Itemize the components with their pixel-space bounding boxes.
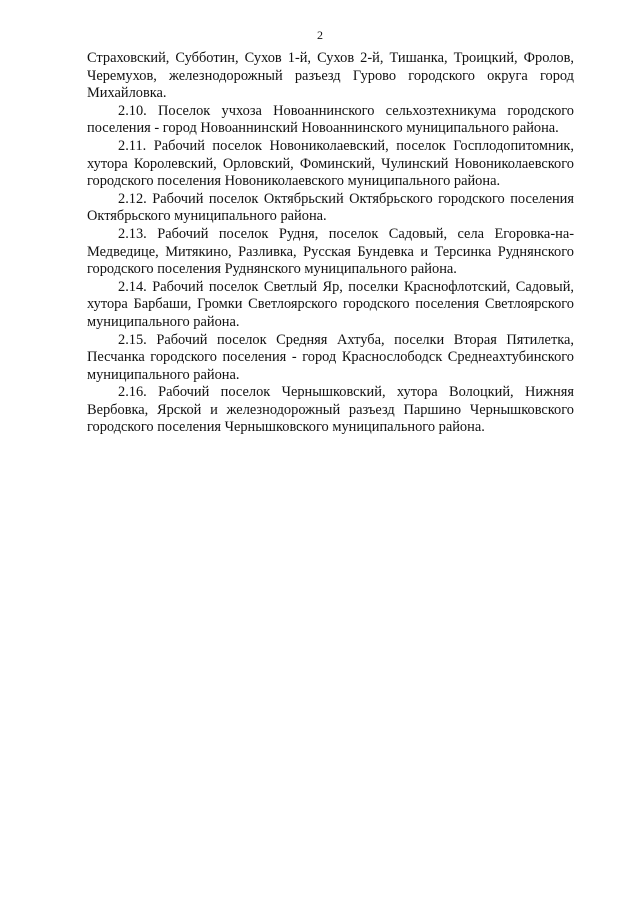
paragraph-2-10: 2.10. Поселок учхоза Новоаннинского сельхозтехникума городского поселения - город Новоаннинский Новоаннинского муниципального района. <box>87 102 574 137</box>
paragraph-2-15: 2.15. Рабочий поселок Средняя Ахтуба, поселки Вторая Пятилетка, Песчанка городского поселения - город Краснослободск Среднеахтубинского муниципального района. <box>87 331 574 383</box>
page-number: 2 <box>317 28 323 42</box>
document-body <box>87 50 574 437</box>
paragraph-2-13: 2.13. Рабочий поселок Рудня, поселок Садовый, села Егоровка-на-Медведице, Митякино, Разливка, Русская Бундевка и Терсинка Руднянского городского поселения Руднянского муниципального района. <box>87 225 574 278</box>
paragraph-2-12: 2.12. Рабочий поселок Октябрьский Октябрьского городского поселения Октябрьского муниципального района. <box>87 190 574 225</box>
paragraph-2-11: 2.11. Рабочий поселок Новониколаевский, поселок Госплодопитомник, хутора Королевский, Орловский, Фоминский, Чулинский Новониколаевского городского поселения Новониколаевского муниципального района. <box>87 137 574 190</box>
paragraph-2-16: 2.16. Рабочий поселок Чернышковский, хутора Волоцкий, Нижняя Вербовка, Ярской и железнодорожный разъезд Паршино Чернышковского городского поселения Чернышковского муниципального района. <box>87 384 574 436</box>
paragraph-continued: Страховский, Субботин, Сухов 1-й, Сухов 2-й, Тишанка, Троицкий, Фролов, Черемухов, железнодорожный разъезд Гурово городского округа город Михайловка. <box>87 50 574 102</box>
paragraph-2-14: 2.14. Рабочий поселок Светлый Яр, поселки Краснофлотский, Садовый, хутора Барбаши, Громки Светлоярского городского поселения Светлоярского муниципального района. <box>87 278 574 330</box>
